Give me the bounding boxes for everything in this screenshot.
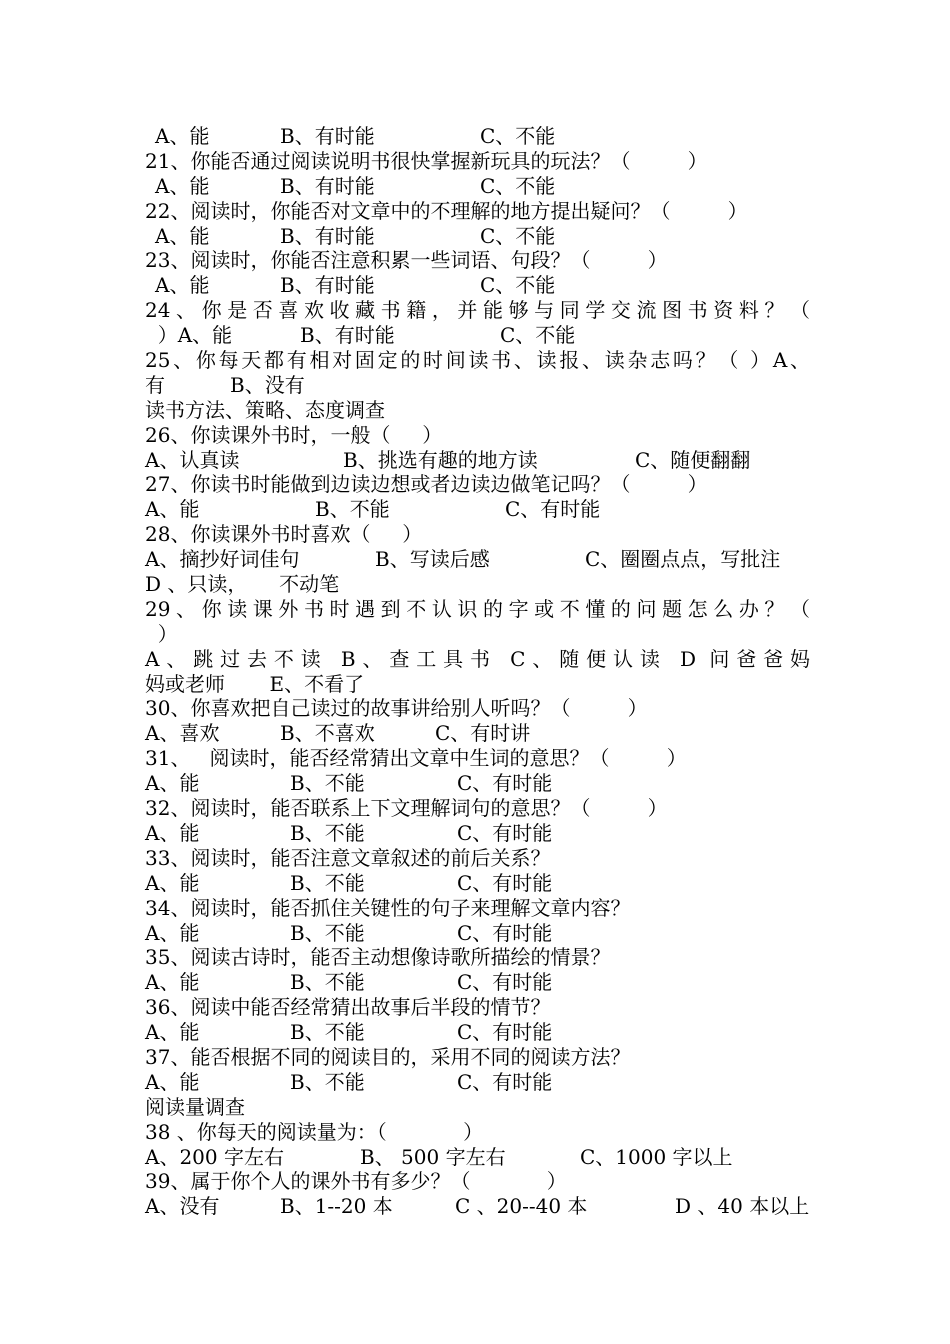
answer-option: A、没有: [145, 1194, 220, 1219]
question-line: 21、你能否通过阅读说明书很快掌握新玩具的玩法？（ ）: [145, 148, 708, 173]
answer-option: D 、40 本以上: [675, 1194, 810, 1219]
answer-option: A、摘抄好词佳句: [145, 547, 300, 572]
answer-option: A、200 字左右: [145, 1144, 284, 1169]
answer-option: B、没有: [230, 372, 305, 397]
answer-options-row: [145, 174, 810, 199]
answer-option: C、有时能: [457, 920, 553, 945]
answer-option: C 、20--40 本: [455, 1194, 588, 1219]
question-line: 阅读量调查: [145, 1094, 245, 1119]
question-line: D 、只读， 不动笔: [145, 572, 340, 597]
answer-option: A、能: [155, 124, 210, 148]
answer-options-row: [145, 323, 810, 348]
answer-option: C、有时能: [457, 820, 553, 845]
question-line: 36、阅读中能否经常猜出故事后半段的情节？: [145, 995, 551, 1020]
answer-option: 有: [145, 372, 165, 397]
answer-options-row: [145, 1145, 810, 1170]
answer-options-row: [145, 273, 810, 298]
answer-options-row: [145, 448, 810, 473]
answer-option: B、不喜欢: [280, 721, 375, 746]
question-line: 妈或老师 E、不看了: [145, 671, 365, 696]
answer-options-row: [145, 970, 810, 995]
answer-option: B、不能: [315, 497, 390, 522]
answer-option: C、随便翻翻: [635, 447, 751, 472]
answer-option: C、不能: [480, 273, 556, 298]
answer-option: A、能: [145, 870, 200, 895]
answer-option: A、能: [145, 970, 200, 995]
answer-option: A、能: [155, 173, 210, 198]
answer-option: A、能: [145, 771, 200, 796]
answer-option: C、不能: [480, 124, 556, 148]
answer-options-row: [145, 1194, 810, 1219]
answer-option: A、能: [145, 1069, 200, 1094]
answer-option: B、不能: [290, 970, 365, 995]
question-line-justified: A、跳过去不读 B、查工具书 C、随便认读 D 问爸爸妈: [145, 646, 810, 671]
answer-options-row: [145, 547, 810, 572]
answer-option: B、有时能: [280, 273, 375, 298]
answer-option: B、 500 字左右: [360, 1144, 506, 1169]
answer-options-row: [145, 224, 810, 249]
answer-option: B、挑选有趣的地方读: [343, 447, 538, 472]
answer-options-row: [145, 871, 810, 896]
answer-option: C、有时能: [457, 970, 553, 995]
answer-options-row: [145, 1020, 810, 1045]
question-line: 37、能否根据不同的阅读目的，采用不同的阅读方法？: [145, 1044, 631, 1069]
answer-option: B、不能: [290, 920, 365, 945]
answer-options-row: [145, 821, 810, 846]
answer-option: C、有时能: [457, 771, 553, 796]
question-line-justified: 24、你是否喜欢收藏书籍，并能够与同学交流图书资料？（: [145, 298, 810, 323]
answer-option: C、不能: [480, 223, 556, 248]
question-line: ）: [145, 621, 178, 646]
answer-option: C、不能: [480, 173, 556, 198]
question-line: 30、你喜欢把自己读过的故事讲给别人听吗？（ ）: [145, 696, 648, 721]
question-line: 39、属于你个人的课外书有多少？（ ）: [145, 1169, 567, 1194]
question-line: 26、你读课外书时，一般（ ）: [145, 422, 443, 447]
answer-option: B、不能: [290, 771, 365, 796]
answer-options-row: [145, 373, 810, 398]
question-line: 31、 阅读时，能否经常猜出文章中生词的意思？（ ）: [145, 746, 687, 771]
answer-option: B、不能: [290, 820, 365, 845]
answer-option: A、喜欢: [145, 721, 220, 746]
question-line: 27、你读书时能做到边读边想或者边读边做笔记吗？（ ）: [145, 472, 708, 497]
answer-option: C、有时能: [457, 1069, 553, 1094]
answer-option: A、能: [145, 920, 200, 945]
answer-option: C、有时能: [457, 1020, 553, 1045]
answer-options-row: [145, 1070, 810, 1095]
question-line: 读书方法、策略、态度调查: [145, 397, 385, 422]
answer-option: C、有时能: [457, 870, 553, 895]
answer-option: B、写读后感: [375, 547, 490, 572]
question-line: 33、阅读时，能否注意文章叙述的前后关系？: [145, 845, 551, 870]
answer-options-row: [145, 921, 810, 946]
answer-option: A、能: [145, 497, 200, 522]
answer-option: B、不能: [290, 1069, 365, 1094]
answer-option: A、能: [155, 273, 210, 298]
answer-option: B、有时能: [280, 173, 375, 198]
answer-option: A、能: [155, 223, 210, 248]
answer-options-row: [145, 721, 810, 746]
answer-option: B、不能: [290, 870, 365, 895]
question-line: 22、阅读时，你能否对文章中的不理解的地方提出疑问？（ ）: [145, 198, 748, 223]
answer-option: B、有时能: [280, 223, 375, 248]
answer-option: B、不能: [290, 1020, 365, 1045]
questionnaire-body: [145, 124, 810, 1219]
answer-option: A、认真读: [145, 447, 240, 472]
answer-option: B、1--20 本: [280, 1194, 393, 1219]
answer-options-row: [145, 497, 810, 522]
answer-options-row: [145, 124, 810, 149]
answer-option: C、1000 字以上: [580, 1144, 733, 1169]
answer-option: B、有时能: [300, 323, 395, 348]
answer-option: A、能: [145, 820, 200, 845]
answer-option: C、有时讲: [435, 721, 531, 746]
answer-option: ）A、能: [145, 323, 233, 348]
question-line: 32、阅读时，能否联系上下文理解词句的意思？（ ）: [145, 796, 668, 821]
question-line: 34、阅读时，能否抓住关键性的句子来理解文章内容？: [145, 895, 631, 920]
question-line-justified: 29、你读课外书时遇到不认识的字或不懂的问题怎么办？（: [145, 596, 810, 621]
answer-option: C、圈圈点点，写批注: [585, 547, 781, 572]
answer-option: C、不能: [500, 323, 576, 348]
answer-option: A、能: [145, 1020, 200, 1045]
question-line: 23、阅读时，你能否注意积累一些词语、句段？（ ）: [145, 248, 668, 273]
question-line: 38 、你每天的阅读量为：（ ）: [145, 1119, 484, 1144]
question-line-justified: 25、你每天都有相对固定的时间读书、读报、读杂志吗？（ ）A、: [145, 348, 810, 373]
answer-option: C、有时能: [505, 497, 601, 522]
answer-options-row: [145, 771, 810, 796]
question-line: 28、你读课外书时喜欢（ ）: [145, 522, 423, 547]
question-line: 35、阅读古诗时，能否主动想像诗歌所描绘的情景？: [145, 945, 611, 970]
answer-option: B、有时能: [280, 124, 375, 148]
